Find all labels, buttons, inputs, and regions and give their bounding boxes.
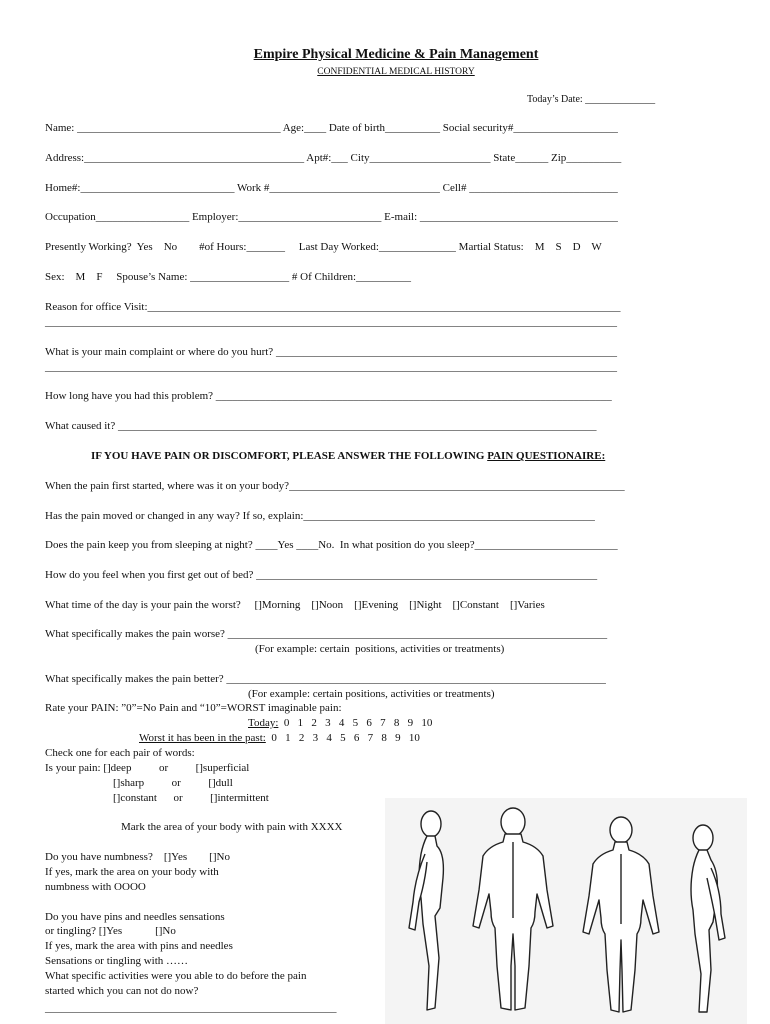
name-field[interactable]: Name: _____________________________________ Age:____ Date of birth__________ Social security#___________________	[45, 122, 618, 134]
problem-duration-field[interactable]: How long have you had this problem? ________________________________________________________________________	[45, 390, 612, 402]
worst-label: Worst it has been in the past:	[139, 732, 266, 744]
today-label: Today:	[248, 717, 279, 729]
worst-rating-row[interactable]	[139, 731, 420, 745]
word-pair-deep-superficial[interactable]: Is your pain: []deep or []superficial	[45, 762, 250, 774]
main-complaint-field[interactable]: What is your main complaint or where do you hurt? ______________________________________________________________	[45, 346, 617, 358]
activities-answer-line[interactable]: _____________________________________________________	[45, 1002, 337, 1014]
form-title: Empire Physical Medicine & Pain Management	[253, 47, 539, 62]
pain-worse-example: (For example: certain positions, activities or treatments)	[255, 643, 505, 655]
pain-worse-field[interactable]: What specifically makes the pain worse? _____________________________________________________________________	[45, 628, 608, 640]
pins-needles-instructions-1: If yes, mark the area with pins and needles	[45, 940, 233, 952]
word-pair-constant-intermittent[interactable]: []constant or []intermittent	[113, 792, 269, 804]
visit-reason-continuation[interactable]: ________________________________________________________________________________________________________	[45, 316, 617, 328]
pain-start-location-field[interactable]: When the pain first started, where was it on your body?_____________________________________________________________	[45, 480, 625, 492]
main-complaint-continuation[interactable]: ________________________________________________________________________________________________________	[45, 361, 617, 373]
pain-better-field[interactable]: What specifically makes the pain better? _____________________________________________________________________	[45, 673, 606, 685]
pain-change-field[interactable]: Has the pain moved or changed in any way? If so, explain:_____________________________________________________	[45, 510, 595, 522]
sleep-question-field[interactable]: Does the pain keep you from sleeping at night? ____Yes ____No. In what position do you sleep?__________________________	[45, 539, 618, 551]
numbness-instructions-2: numbness with OOOO	[45, 881, 146, 893]
activities-question-2: started which you can not do now?	[45, 985, 199, 997]
occupation-field[interactable]: Occupation_________________ Employer:__________________________ E-mail: ____________________________________	[45, 211, 618, 223]
problem-cause-field[interactable]: What caused it? _______________________________________________________________________________________	[45, 420, 597, 432]
phone-fields[interactable]: Home#:____________________________ Work #_______________________________ Cell# ___________________________	[45, 182, 618, 194]
numbness-question[interactable]: Do you have numbness? []Yes []No	[45, 851, 230, 863]
worst-time-options[interactable]: What time of the day is your pain the worst? []Morning []Noon []Evening []Night []Constant []Varies	[45, 599, 545, 611]
form-subtitle: CONFIDENTIAL MEDICAL HISTORY	[317, 67, 475, 77]
pins-needles-instructions-2: Sensations or tingling with ……	[45, 955, 188, 967]
working-status-field[interactable]: Presently Working? Yes No #of Hours:_______ Last Day Worked:______________ Martial Status: M S D W	[45, 241, 602, 253]
worst-scale[interactable]: 0 1 2 3 4 5 6 7 8 9 10	[265, 732, 420, 744]
body-diagram[interactable]	[385, 798, 747, 1024]
pins-needles-question-2[interactable]: or tingling? []Yes []No	[45, 925, 176, 937]
word-pair-sharp-dull[interactable]: []sharp or []dull	[113, 777, 233, 789]
pain-better-example: (For example: certain positions, activities or treatments)	[248, 688, 495, 700]
pain-heading-underlined: PAIN QUESTIONAIRE:	[487, 450, 606, 462]
sex-spouse-field[interactable]: Sex: M F Spouse’s Name: __________________ # Of Children:__________	[45, 271, 412, 283]
pain-heading-text: IF YOU HAVE PAIN OR DISCOMFORT, PLEASE ANSWER THE FOLLOWING	[91, 450, 485, 462]
mark-pain-instructions: Mark the area of your body with pain with XXXX	[121, 821, 343, 833]
pain-rating-instructions: Rate your PAIN: ”0”=No Pain and “10”=WORST imaginable pain:	[45, 702, 342, 714]
today-rating-row[interactable]	[248, 716, 432, 730]
visit-reason-field[interactable]: Reason for office Visit:______________________________________________________________________________________	[45, 301, 621, 313]
todays-date-field[interactable]: Today’s Date: ______________	[527, 94, 656, 105]
today-scale[interactable]: 0 1 2 3 4 5 6 7 8 9 10	[278, 717, 433, 729]
pins-needles-question-1: Do you have pins and needles sensations	[45, 911, 225, 923]
address-field[interactable]: Address:________________________________________ Apt#:___ City______________________ State______ Zip__________	[45, 152, 622, 164]
numbness-instructions-1: If yes, mark the area on your body with	[45, 866, 219, 878]
activities-question-1: What specific activities were you able to do before the pain	[45, 970, 307, 982]
morning-feeling-field[interactable]: How do you feel when you first get out of bed? ______________________________________________________________	[45, 569, 598, 581]
pain-questionnaire-heading	[91, 449, 605, 463]
word-pairs-instructions: Check one for each pair of words:	[45, 747, 195, 759]
